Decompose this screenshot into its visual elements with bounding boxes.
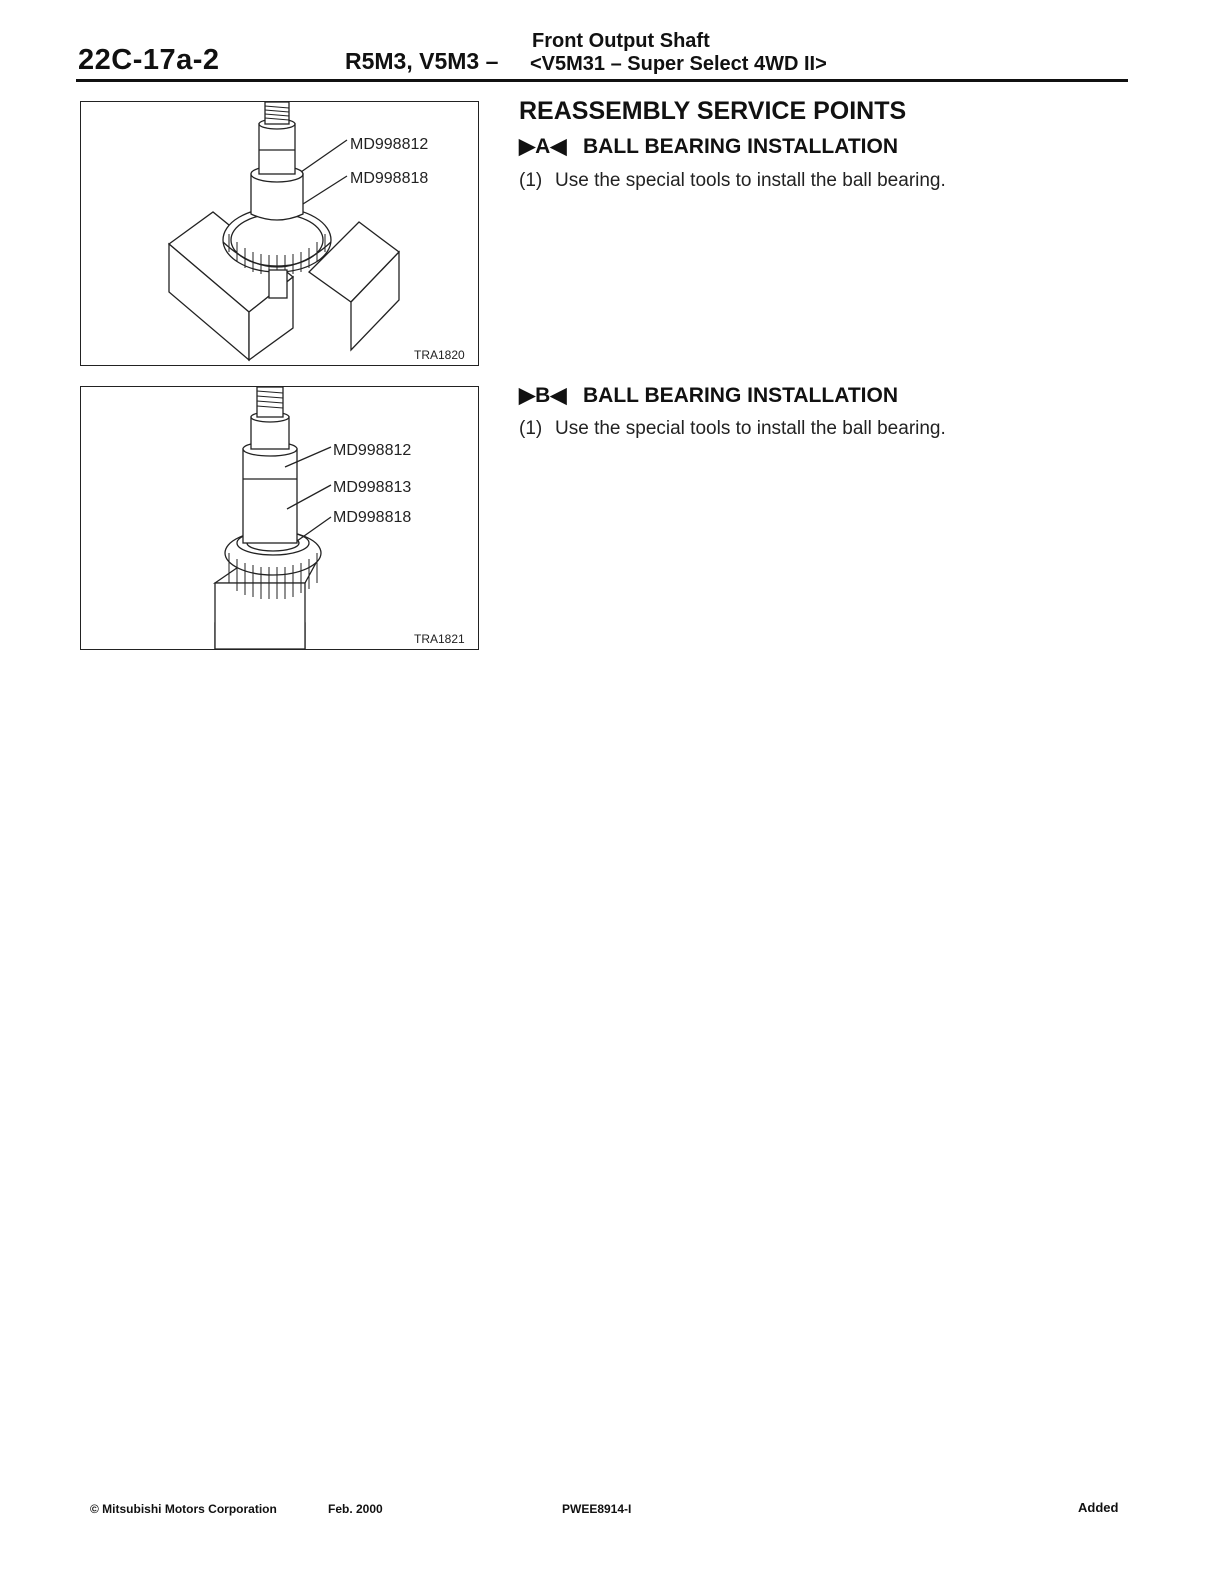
model-label: R5M3, V5M3 – — [345, 48, 499, 74]
footer-date: Feb. 2000 — [328, 1502, 383, 1516]
header-rule — [76, 79, 1128, 82]
callout-tool-2: MD998818 — [350, 170, 429, 187]
step-heading-a — [519, 134, 898, 159]
page-title-line1: Front Output Shaft — [532, 30, 710, 52]
callout-tool-1: MD998812 — [350, 136, 429, 153]
callout-tool-1: MD998812 — [333, 442, 412, 459]
step-instruction-b — [519, 418, 946, 440]
figure-tra1820 — [80, 101, 479, 366]
service-point-marker-a: ▶A◀ — [519, 135, 567, 158]
arrow-left-icon: ◀ — [550, 135, 567, 158]
arrow-left-icon: ◀ — [550, 384, 567, 407]
step-heading-text: BALL BEARING INSTALLATION — [583, 135, 898, 158]
step-heading-text: BALL BEARING INSTALLATION — [583, 384, 898, 407]
service-point-marker-b: ▶B◀ — [519, 384, 567, 407]
figure-tra1821 — [80, 386, 479, 650]
arrow-right-icon: ▶ — [519, 135, 536, 158]
page-number: 22C-17a-2 — [78, 44, 220, 76]
arrow-right-icon: ▶ — [519, 384, 536, 407]
step-text: Use the special tools to install the ball bearing. — [555, 418, 946, 439]
footer-status: Added — [1078, 1500, 1119, 1515]
figure-code: TRA1820 — [414, 348, 465, 362]
step-instruction-a — [519, 170, 946, 192]
step-number: (1) — [519, 170, 543, 191]
step-heading-b — [519, 383, 898, 408]
section-title: REASSEMBLY SERVICE POINTS — [519, 97, 907, 125]
step-number: (1) — [519, 418, 543, 439]
figure-code: TRA1821 — [414, 632, 465, 646]
illustration-bearing-install-b — [81, 387, 478, 649]
footer-copyright: © Mitsubishi Motors Corporation — [90, 1502, 277, 1516]
step-text: Use the special tools to install the ball bearing. — [555, 170, 946, 191]
callout-tool-2: MD998813 — [333, 479, 412, 496]
callout-tool-3: MD998818 — [333, 509, 412, 526]
footer-doc-code: PWEE8914-I — [562, 1502, 632, 1516]
page-title-line2: <V5M31 – Super Select 4WD II> — [530, 53, 827, 75]
